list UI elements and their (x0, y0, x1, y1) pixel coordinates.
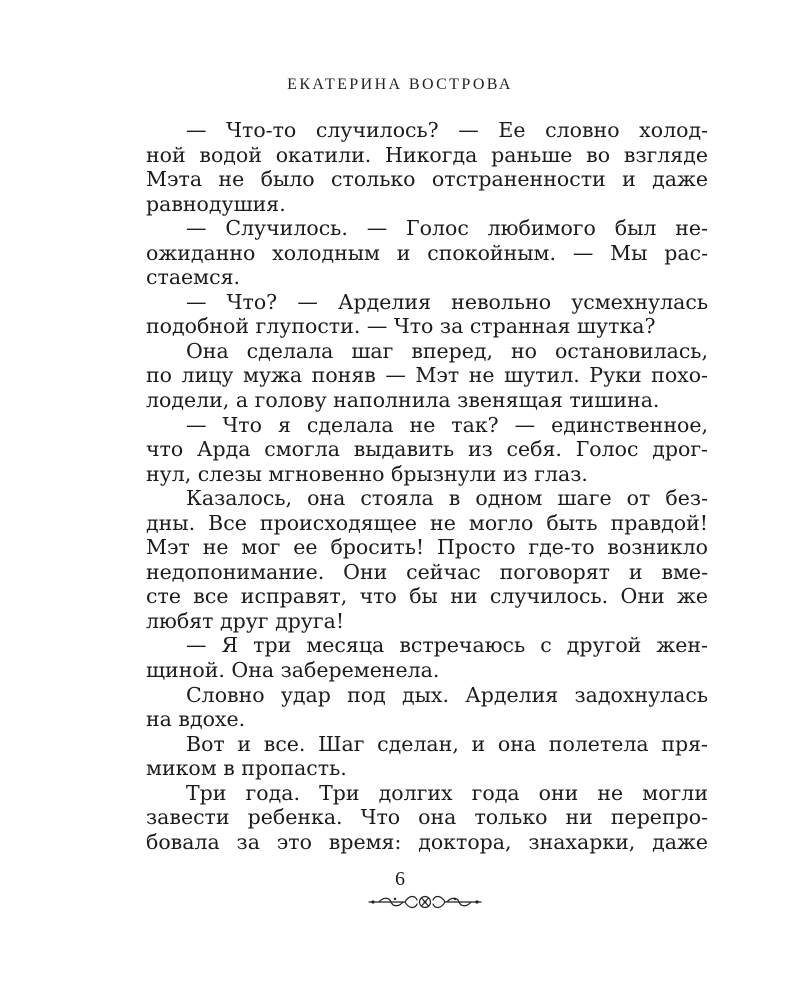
text-line: — Что я сделала не так? — единственное, (186, 412, 708, 437)
text-line: сте все исправят, что бы ни случилось. Они же (146, 584, 708, 609)
text-line: стаемся. (146, 265, 241, 290)
text-line: по лицу мужа поняв — Мэт не шутил. Руки похо- (146, 363, 708, 388)
text-line: ожиданно холодным и спокойным. — Мы рас- (146, 240, 708, 265)
text-line: нул, слезы мгновенно брызнули из глаз. (146, 461, 588, 486)
text-line: Словно удар под дых. Арделия задохнулась (186, 682, 708, 707)
text-line: подобной глупости. — Что за странная шутка? (146, 314, 656, 339)
text-line: недопонимание. Они сейчас поговорят и вме- (146, 559, 708, 584)
text-line: щиной. Она забеременела. (146, 658, 440, 683)
text-line: Мэт не мог ее бросить! Просто где-то возникло (146, 535, 708, 560)
text-line: миком в пропасть. (146, 756, 347, 781)
text-line: — Что? — Арделия невольно усмехнулась (186, 289, 708, 314)
text-line: что Арда смогла выдавить из себя. Голос дрог- (146, 437, 708, 462)
text-line: Мэта не было столько отстраненности и даже (146, 167, 708, 192)
running-head-author: ЕКАТЕРИНА ВОСТРОВА (287, 76, 513, 93)
text-line: равнодушия. (146, 191, 286, 216)
text-line: любят друг друга! (146, 608, 345, 633)
text-line: Вот и все. Шаг сделан, и она полетела пря- (186, 731, 708, 756)
text-line: на вдохе. (146, 707, 246, 732)
page-number: 6 (395, 868, 405, 890)
text-line: Казалось, она стояла в одном шаге от без- (186, 486, 708, 511)
text-line: завести ребенка. Что она только ни перепро- (146, 805, 708, 830)
text-line: — Случилось. — Голос любимого был не- (186, 216, 708, 241)
text-line: лодели, а голову наполнила звенящая тишина. (146, 388, 660, 413)
text-line: Три года. Три долгих года они не могли (186, 780, 708, 805)
text-line: Она сделала шаг вперед, но остановилась, (186, 338, 708, 363)
body-text (146, 118, 708, 854)
text-line: — Что-то случилось? — Ее словно холод- (186, 118, 708, 142)
text-line: дны. Все происходящее не могло быть правдой! (146, 510, 708, 535)
text-line: бовала за это время: доктора, знахарки, даже (146, 829, 708, 854)
text-line: ной водой окатили. Никогда раньше во взгляде (146, 142, 708, 167)
flourish-ornament-icon (365, 892, 485, 912)
text-line: — Я три месяца встречаюсь с другой жен- (186, 633, 708, 658)
